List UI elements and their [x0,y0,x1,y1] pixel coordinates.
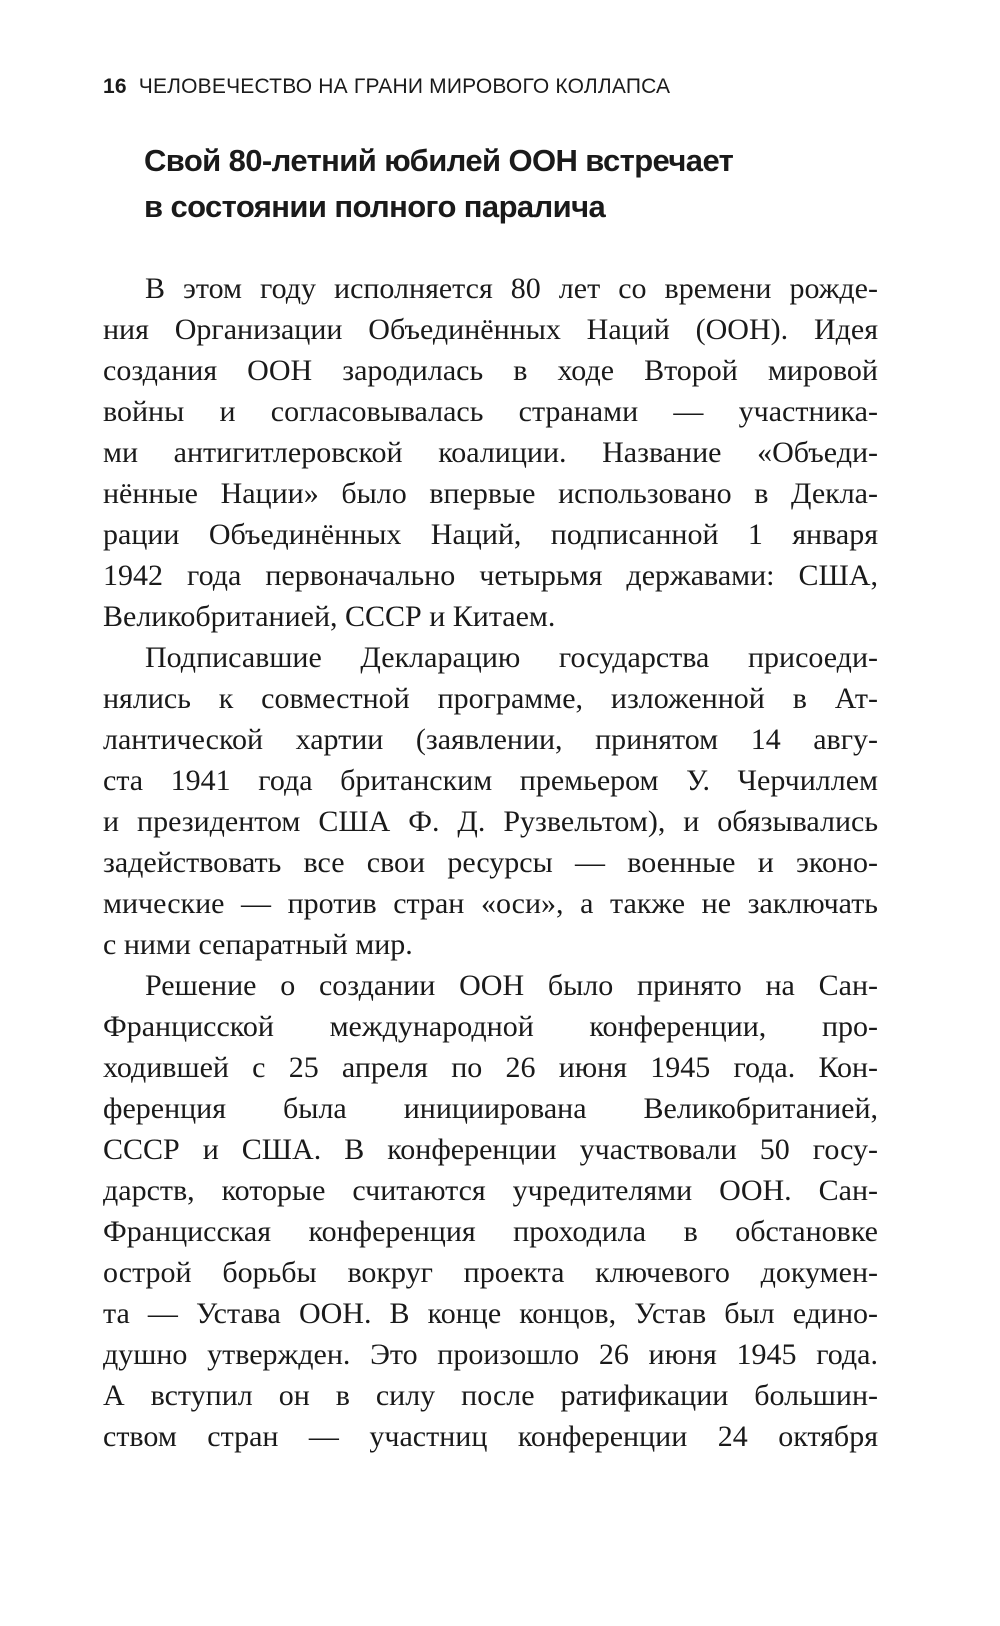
text-line: мические — против стран «оси», а также не заключать [103,887,878,920]
text-line: Подписавшие Декларацию государства присоеди- [145,641,878,674]
text-line: А вступил он в силу после ратификации большин- [103,1379,878,1412]
text-line: нялись к совместной программе, изложенной в Ат- [103,682,878,715]
text-line: СССР и США. В конференции участвовали 50 госу- [103,1133,878,1166]
text-line: создания ООН зародилась в ходе Второй мировой [103,354,878,387]
text-line: войны и согласовывалась странами — участника- [103,395,878,428]
text-line: задействовать все свои ресурсы — военные и эконо- [103,846,878,879]
text-line: ста 1941 года британским премьером У. Черчиллем [103,764,878,797]
text-line: ходившей с 25 апреля по 26 июня 1945 года. Кон- [103,1051,878,1084]
chapter-title [144,138,904,230]
text-line: ференция была инициирована Великобританией, [103,1092,878,1125]
text-line: и президентом США Ф. Д. Рузвельтом), и обязывались [103,805,878,838]
text-line: душно утвержден. Это произошло 26 июня 1945 года. [103,1338,878,1371]
running-title: ЧЕЛОВЕЧЕСТВО НА ГРАНИ МИРОВОГО КОЛЛАПСА [138,75,671,98]
chapter-title-line: Свой 80-летний юбилей ООН встречает [144,143,734,178]
text-line: дарств, которые считаются учредителями ООН. Сан- [103,1174,878,1207]
text-line: ством стран — участниц конференции 24 октября [103,1420,878,1453]
text-line: В этом году исполняется 80 лет со времени рожде- [145,272,878,305]
text-line: рации Объединённых Наций, подписанной 1 января [103,518,878,551]
text-line: ми антигитлеровской коалиции. Название «Объеди- [103,436,878,469]
page-number: 16 [103,75,127,98]
text-line: Францисская конференция проходила в обстановке [103,1215,878,1248]
text-line: лантической хартии (заявлении, принятом 14 авгу- [103,723,878,756]
paragraph-2 [103,637,878,965]
text-line: нённые Нации» было впервые использовано в Декла- [103,477,878,510]
text-line: острой борьбы вокруг проекта ключевого докумен- [103,1256,878,1289]
body-text [103,268,878,1457]
text-line: ния Организации Объединённых Наций (ООН). Идея [103,313,878,346]
text-line: Великобританией, СССР и Китаем. [103,600,556,633]
text-line: Францисской международной конференции, про- [103,1010,878,1043]
text-line: с ними сепаратный мир. [103,928,413,961]
text-line: та — Устава ООН. В конце концов, Устав был едино- [103,1297,878,1330]
text-line: Решение о создании ООН было принято на Сан- [145,969,878,1002]
text-line: 1942 года первоначально четырьмя державами: США, [103,559,878,592]
paragraph-1 [103,268,878,637]
paragraph-3 [103,965,878,1457]
running-header [103,70,903,104]
chapter-title-line: в состоянии полного паралича [144,189,606,224]
